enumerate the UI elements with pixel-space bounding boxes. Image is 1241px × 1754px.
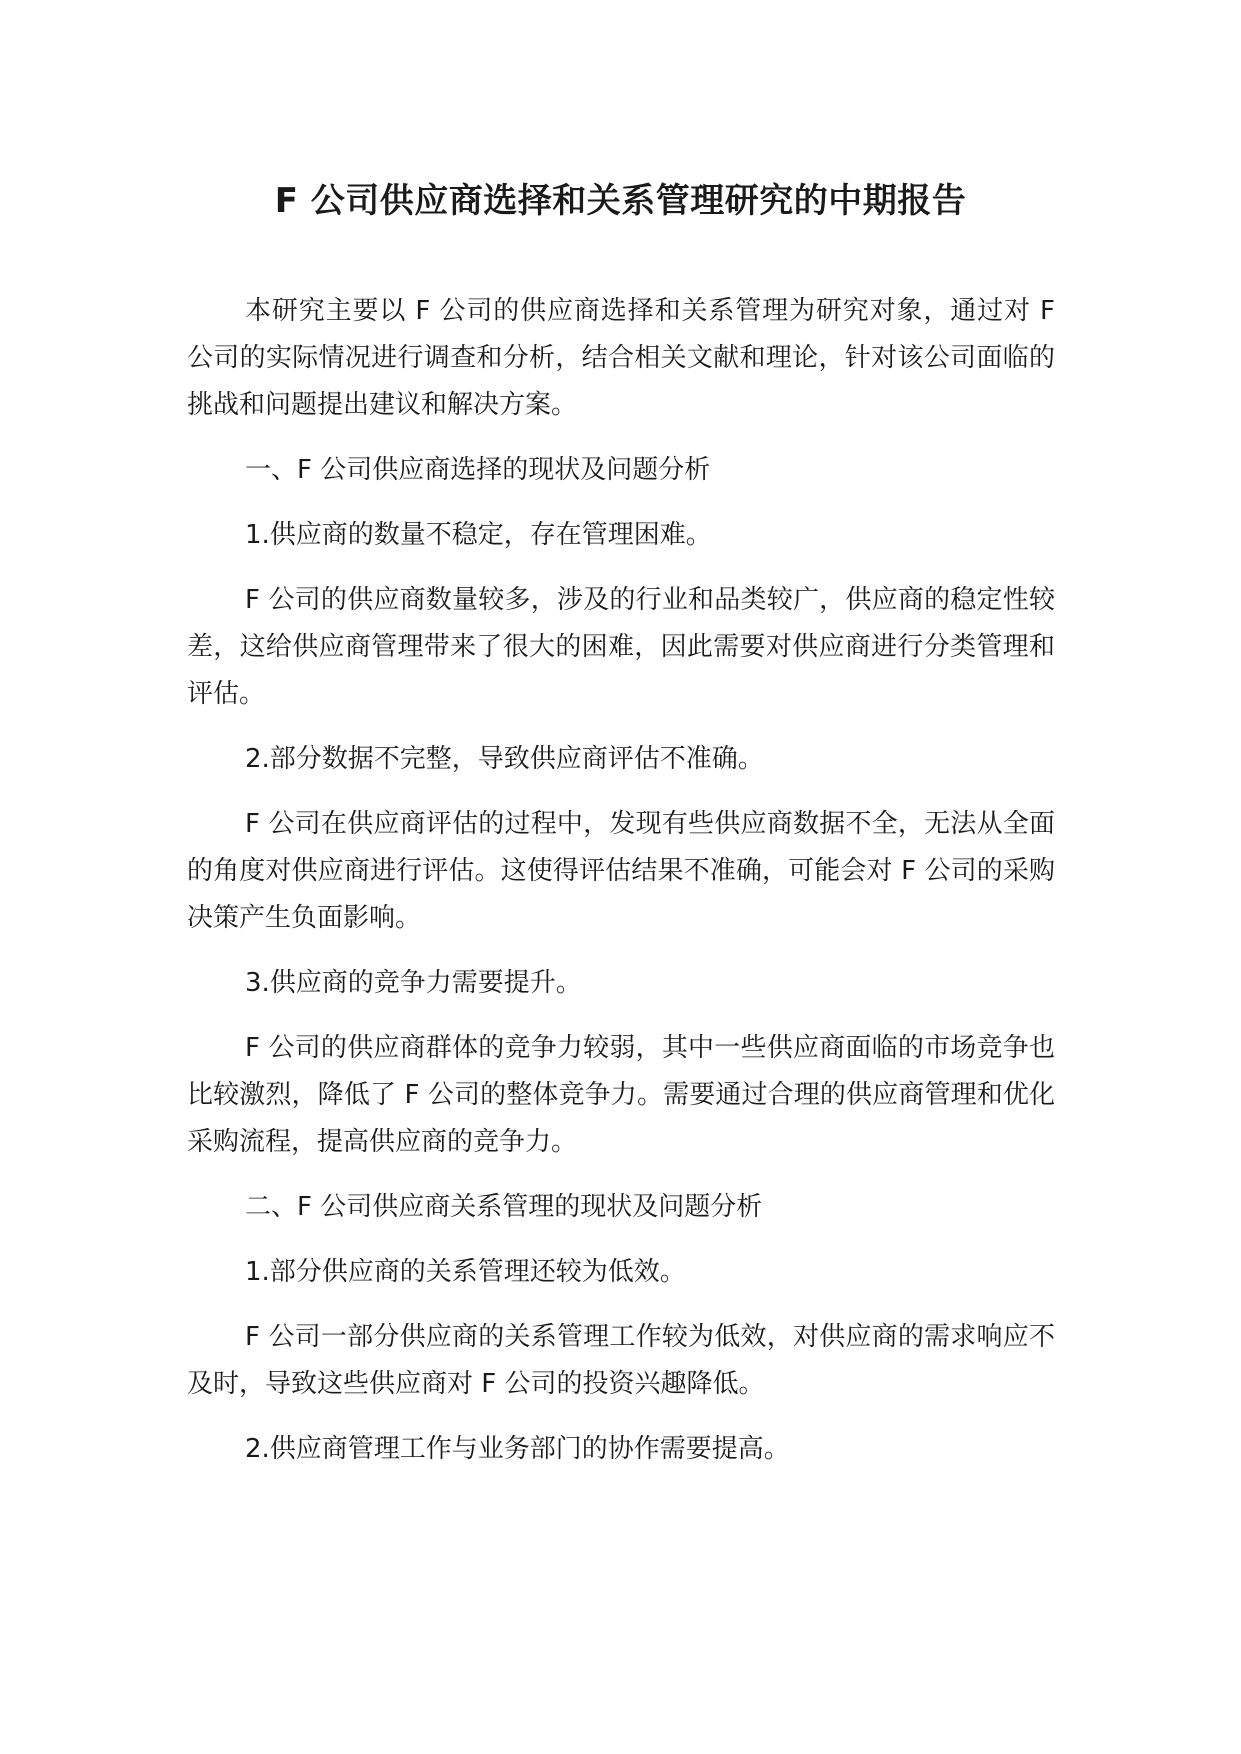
intro-paragraph: 本研究主要以 F 公司的供应商选择和关系管理为研究对象，通过对 F 公司的实际情况进行调查和分析，结合相关文献和理论，针对该公司面临的挑战和问题提出建议和解决方案。 [187,296,1055,420]
subheading-2-1: 1.部分供应商的关系管理还较为低效。 [245,1257,686,1287]
paragraph-1-2: F 公司在供应商评估的过程中，发现有些供应商数据不全，无法从全面的角度对供应商进行评估。这使得评估结果不准确，可能会对 F 公司的采购决策产生负面影响。 [187,809,1055,933]
section-heading-2: 二、F 公司供应商关系管理的现状及问题分析 [245,1192,763,1222]
subheading-1-1: 1.供应商的数量不稳定，存在管理困难。 [245,520,712,550]
subheading-1-2: 2.部分数据不完整，导致供应商评估不准确。 [245,744,764,774]
paragraph-2-1: F 公司一部分供应商的关系管理工作较为低效，对供应商的需求响应不及时，导致这些供应商对 F 公司的投资兴趣降低。 [187,1322,1055,1399]
document-body [187,288,1055,1491]
document-title: F 公司供应商选择和关系管理研究的中期报告 [274,181,967,221]
section-heading-1: 一、F 公司供应商选择的现状及问题分析 [245,455,711,485]
subheading-2-2: 2.供应商管理工作与业务部门的协作需要提高。 [245,1434,790,1464]
subheading-1-3: 3.供应商的竞争力需要提升。 [245,968,582,998]
paragraph-1-3: F 公司的供应商群体的竞争力较弱，其中一些供应商面临的市场竞争也比较激烈，降低了 F 公司的整体竞争力。需要通过合理的供应商管理和优化采购流程，提高供应商的竞争力。 [187,1033,1055,1157]
paragraph-1-1: F 公司的供应商数量较多，涉及的行业和品类较广，供应商的稳定性较差，这给供应商管理带来了很大的困难，因此需要对供应商进行分类管理和评估。 [187,585,1055,709]
